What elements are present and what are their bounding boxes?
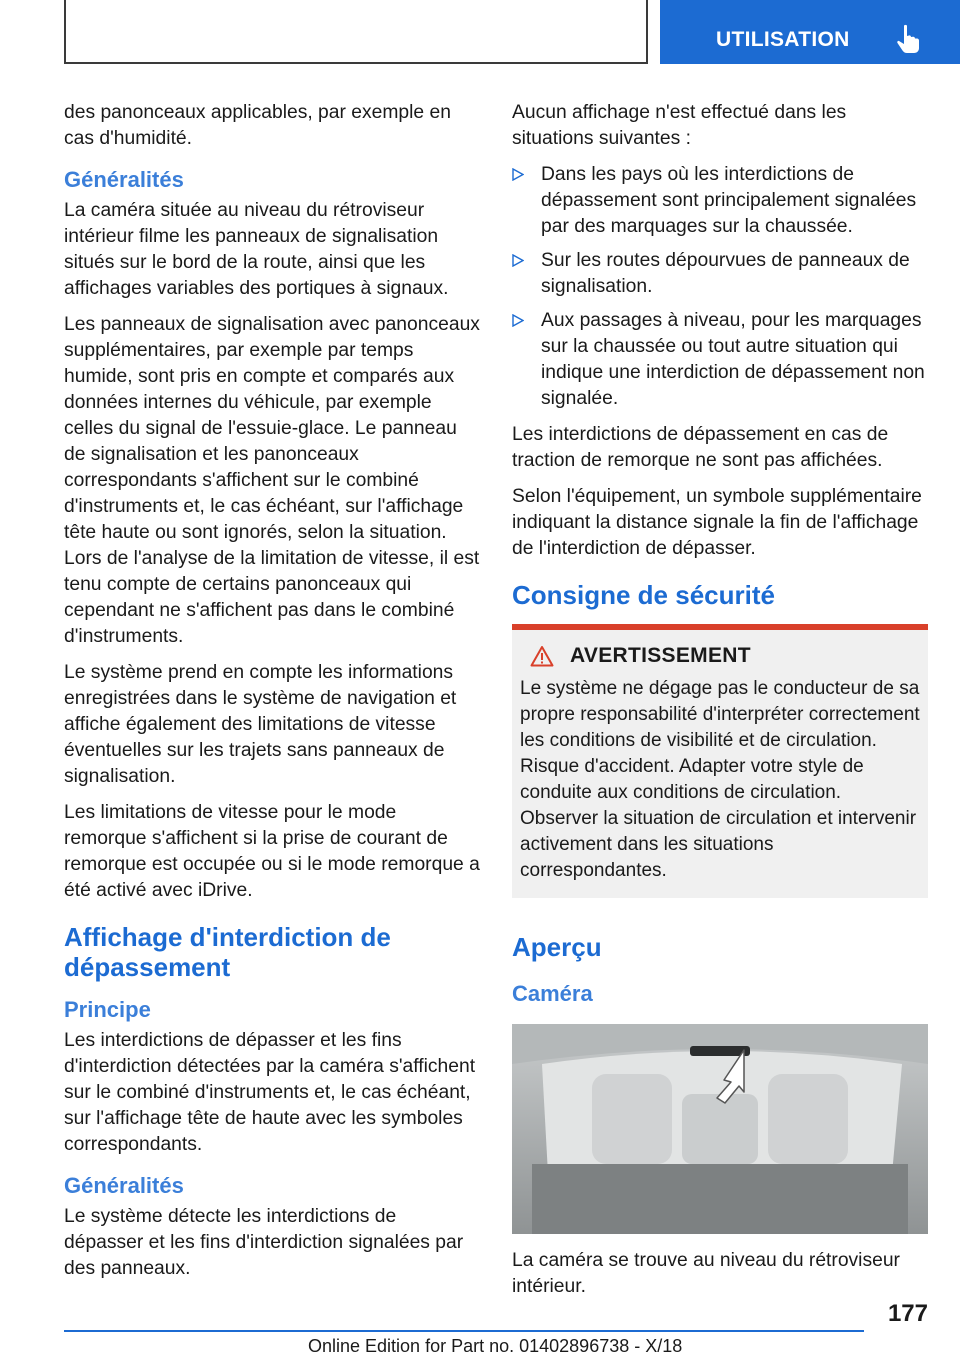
warning-triangle-icon [530, 645, 554, 667]
image-caption: La caméra se trouve au niveau du rétroviseur intérieur. [512, 1250, 900, 1297]
heading-apercu: Aperçu [512, 932, 602, 962]
paragraph: La caméra située au niveau du rétroviseur intérieur filme les panneaux de signalisation situés sur le bord de la route, ainsi que les affichages variables des portiques à signaux. [64, 200, 449, 299]
hand-pointer-icon [896, 24, 920, 54]
paragraph: Selon l'équipement, un symbole supplémentaire indiquant la distance signale la fin de l'affichage de l'interdiction de dépasser. [512, 486, 922, 559]
paragraph: Le système détecte les interdictions de dépasser et les fins d'interdiction signalées par des panneaux. [64, 1206, 464, 1279]
paragraph: Les interdictions de dépassement en cas de traction de remorque ne sont pas affichées. [512, 424, 889, 471]
list-item [512, 162, 928, 240]
paragraph: Les interdictions de dépasser et les fins d'interdiction détectées par la caméra s'affichent sur le combiné d'instruments et, le cas échéant, sur l'affichage tête de haute avec les symboles correspondants. [64, 1030, 476, 1155]
list-item [512, 308, 928, 412]
paragraph: Aucun affichage n'est effectué dans les situations suivantes : [512, 102, 847, 149]
page-number: 177 [887, 1300, 928, 1327]
left-column [64, 100, 480, 1292]
heading-generalites: Généralités [64, 167, 184, 192]
list-item-text: Aux passages à niveau, pour les marquages sur la chaussée ou tout autre situation qui indique une interdiction de dépassement non signalée. [541, 310, 925, 409]
triangle-bullet-icon [512, 168, 524, 181]
bullet-list [512, 162, 928, 412]
heading-camera: Caméra [512, 981, 593, 1006]
list-item-text: Dans les pays où les interdictions de dépassement sont principalement signalées par des marquages sur la chaussée. [541, 164, 917, 237]
paragraph: Le système prend en compte les informations enregistrées dans le système de navigation et affiche également des limitations de vitesse éventuelles sur les trajets sans panneaux de signalisation. [64, 662, 457, 787]
paragraph: Les limitations de vitesse pour le mode remorque s'affichent si la prise de courant de remorque est occupée ou si le mode remorque a été activé avec iDrive. [64, 802, 480, 901]
list-item-text: Sur les routes dépourvues de panneaux de signalisation. [541, 250, 910, 297]
heading-consigne-securite: Consigne de sécurité [512, 580, 775, 610]
warning-box [512, 630, 928, 898]
footer-divider [64, 1330, 864, 1332]
warning-text: Le système ne dégage pas le conducteur de sa propre responsabilité d'interpréter correctement les conditions de visibilité et de circulation. Risque d'accident. Adapter votre style de conduite aux conditions de circulation. Observer la situation de circulation et intervenir activement dans les situations correspondantes. [520, 678, 920, 881]
paragraph: Les panneaux de signalisation avec panonceaux supplémentaires, par exemple par temps humide, sont pris en compte et comparés aux données internes du véhicule, par exemple celles du signal de l'essuie-glace. Le panneau de signalisation et les panonceaux correspondants s'affichent sur le combiné d'instruments et, le cas échéant, sur l'affichage tête haute ou sont ignorés, selon la situation. Lors de l'analyse de la limitation de vitesse, il est tenu compte de certains panonceaux qui cependant ne s'affichent pas dans le combiné d'instruments. [64, 314, 480, 647]
chapter-title: UTILISATION [716, 28, 850, 51]
paragraph: des panonceaux applicables, par exemple en cas d'humidité. [64, 102, 451, 149]
triangle-bullet-icon [512, 254, 524, 267]
heading-generalites: Généralités [64, 1173, 184, 1198]
heading-principe: Principe [64, 997, 151, 1022]
list-item [512, 248, 928, 300]
warning-header [520, 644, 920, 668]
warning-title: AVERTISSEMENT [570, 644, 751, 667]
edition-info: Online Edition for Part no. 01402896738 - X/18 [308, 1336, 683, 1356]
camera-location-image [512, 1024, 928, 1234]
chapter-tab [660, 0, 960, 64]
heading-affichage-interdiction: Affichage d'interdiction de dépassement [64, 922, 391, 982]
right-column [512, 100, 928, 1310]
triangle-bullet-icon [512, 314, 524, 327]
